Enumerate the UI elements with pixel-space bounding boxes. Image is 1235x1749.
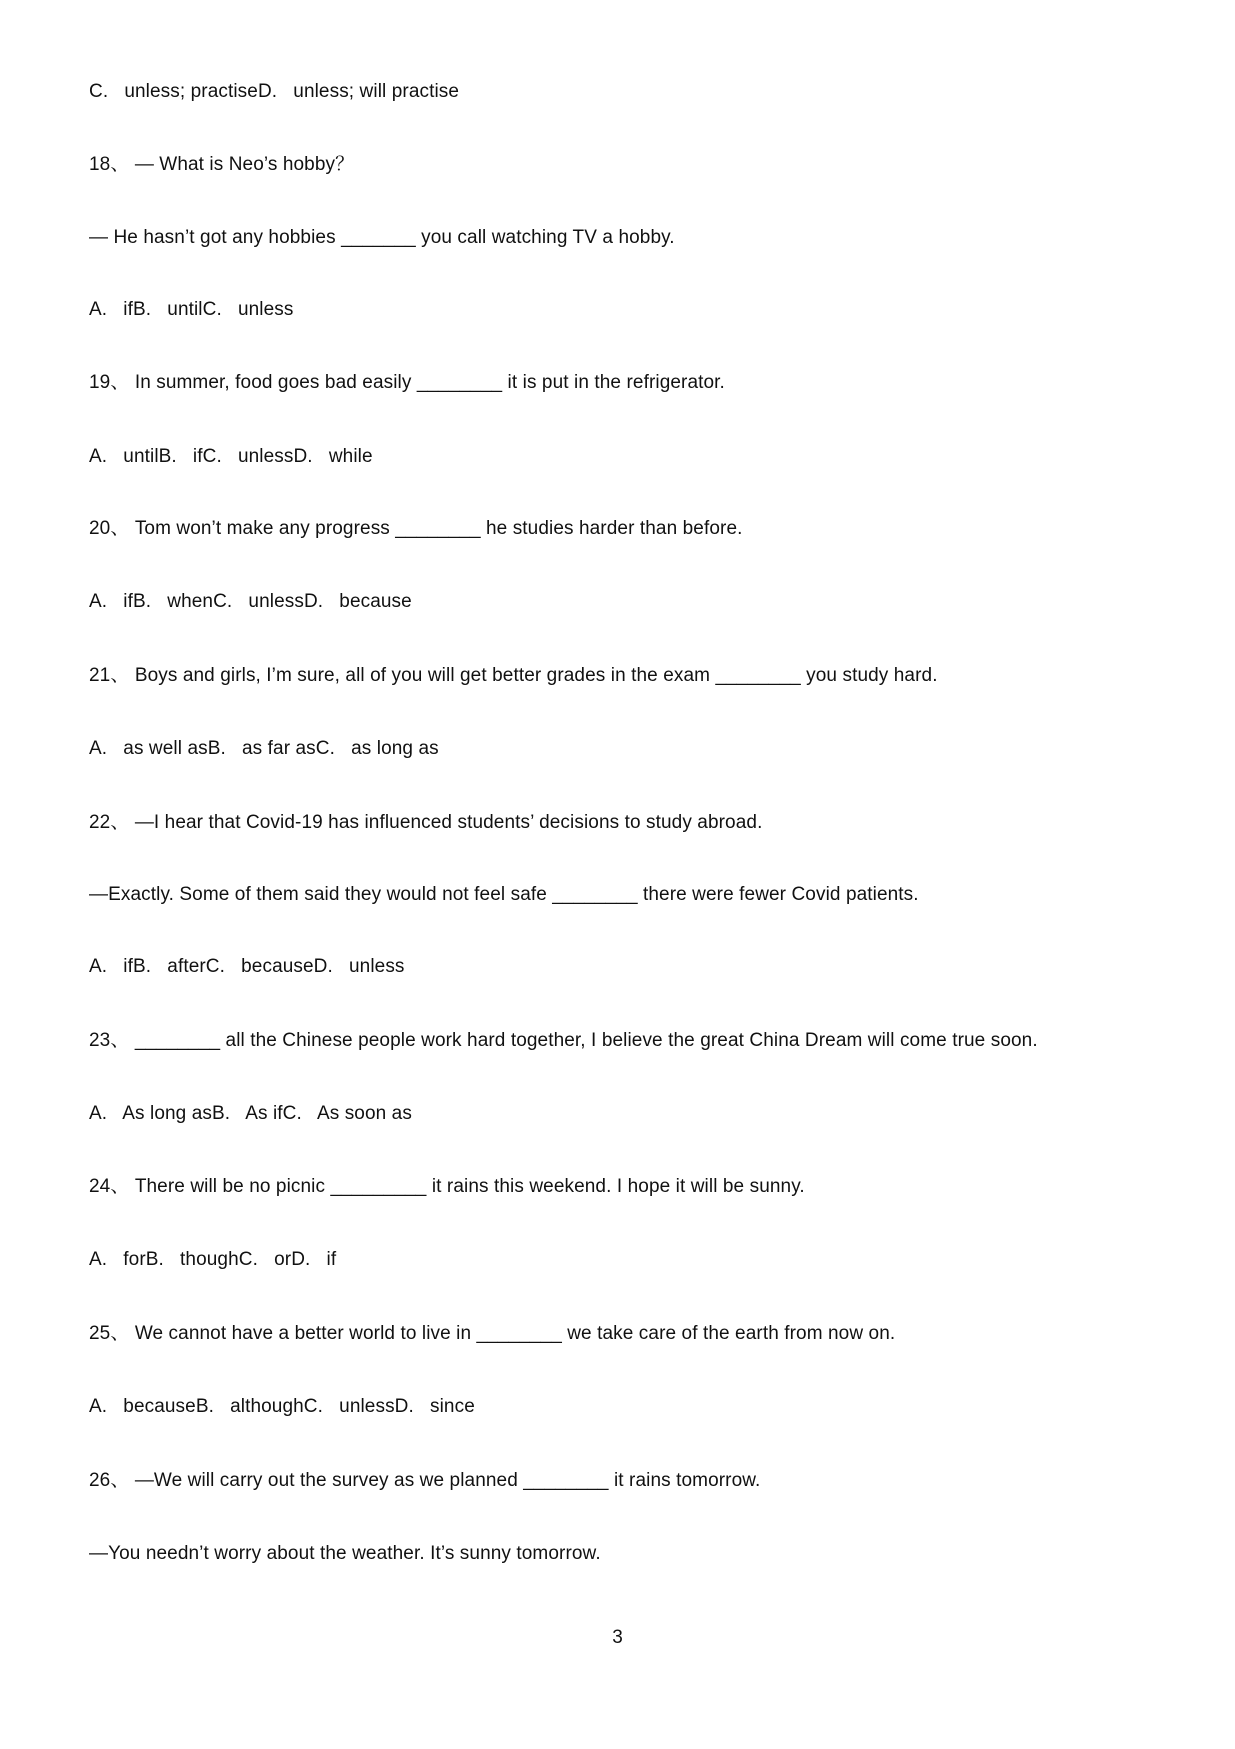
question-21: 21、 Boys and girls, I’m sure, all of you will get better grades in the exam ________ you study hard. bbox=[89, 665, 938, 686]
options-25: A. becauseB. althoughC. unlessD. since bbox=[89, 1396, 475, 1417]
options-19: A. untilB. ifC. unlessD. while bbox=[89, 446, 373, 467]
options-22: A. ifB. afterC. becauseD. unless bbox=[89, 956, 405, 977]
question-24: 24、 There will be no picnic _________ it rains this weekend. I hope it will be sunny. bbox=[89, 1176, 805, 1197]
question-25: 25、 We cannot have a better world to live in ________ we take care of the earth from now on. bbox=[89, 1323, 896, 1344]
question-26-reply: —You needn’t worry about the weather. It’s sunny tomorrow. bbox=[89, 1543, 601, 1564]
options-23: A. As long asB. As ifC. As soon as bbox=[89, 1103, 412, 1124]
options-21: A. as well asB. as far asC. as long as bbox=[89, 738, 439, 759]
question-18-reply: — He hasn’t got any hobbies _______ you call watching TV a hobby. bbox=[89, 227, 675, 248]
question-26: 26、 —We will carry out the survey as we planned ________ it rains tomorrow. bbox=[89, 1470, 761, 1491]
question-19: 19、 In summer, food goes bad easily ________ it is put in the refrigerator. bbox=[89, 372, 725, 393]
options-24: A. forB. thoughC. orD. if bbox=[89, 1249, 337, 1270]
question-20: 20、 Tom won’t make any progress ________ he studies harder than before. bbox=[89, 518, 743, 539]
page-number: 3 bbox=[612, 1627, 623, 1648]
question-22: 22、 —I hear that Covid-19 has influenced students’ decisions to study abroad. bbox=[89, 812, 763, 833]
question-23: 23、 ________ all the Chinese people work hard together, I believe the great China Dream will come true soon. bbox=[89, 1030, 1038, 1051]
options-20: A. ifB. whenC. unlessD. because bbox=[89, 591, 412, 612]
option-line-17: C. unless; practiseD. unless; will practise bbox=[89, 81, 460, 102]
options-18: A. ifB. untilC. unless bbox=[89, 299, 294, 320]
question-18: 18、 — What is Neo’s hobby？ bbox=[89, 154, 355, 175]
question-22-reply: —Exactly. Some of them said they would not feel safe ________ there were fewer Covid patients. bbox=[89, 884, 919, 905]
